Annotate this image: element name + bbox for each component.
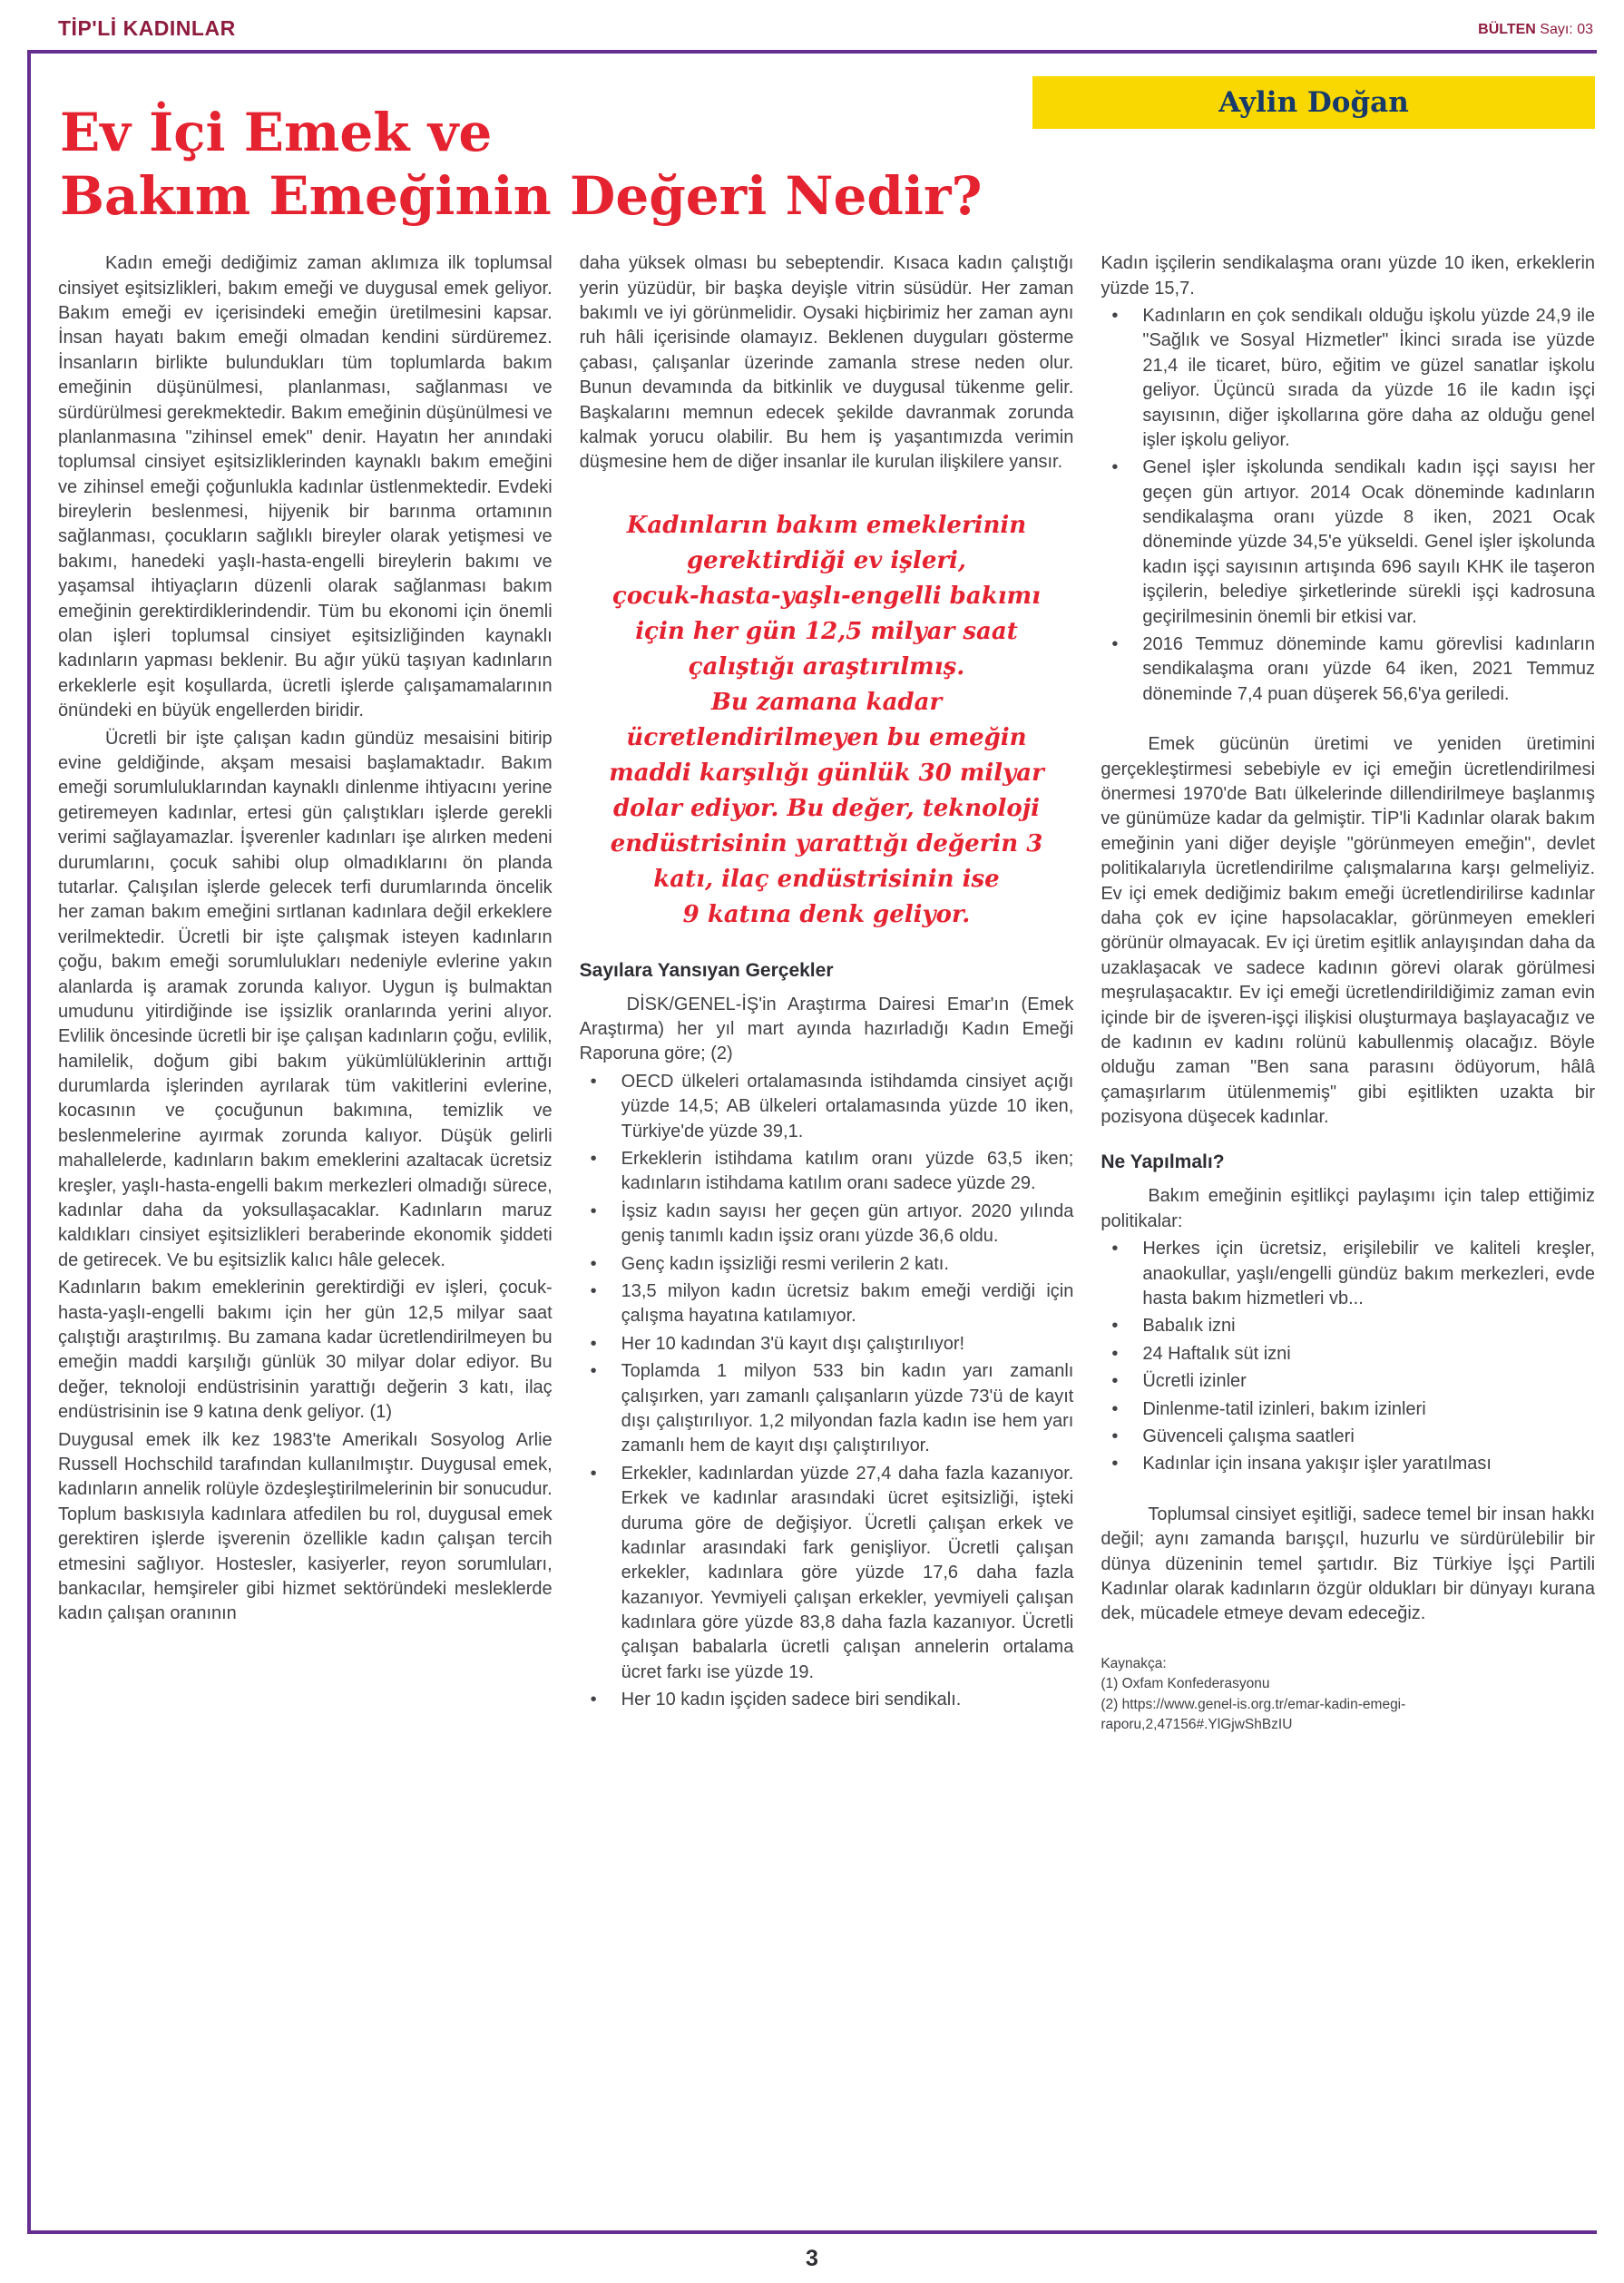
paragraph: DİSK/GENEL-İŞ'in Araştırma Dairesi Emar'ın (Emek Araştırma) her yıl mart ayında hazırladığı Kadın Emeği Raporuna göre; (2)	[579, 994, 1074, 1064]
bullet-item	[1101, 1342, 1595, 1367]
article-title	[60, 102, 1595, 228]
bullet-icon: •	[1111, 1371, 1119, 1392]
issue-info	[1478, 22, 1593, 38]
pull-quote-line: katı, ilaç endüstrisinin ise	[653, 865, 1000, 893]
bullet-icon: •	[1111, 1426, 1119, 1446]
bullet-item	[1101, 304, 1595, 453]
bullet-icon: •	[590, 1071, 597, 1092]
bullet-item	[1101, 1425, 1595, 1449]
paragraph: Kadın emeği dediğimiz zaman aklımıza ilk toplumsal cinsiyet eşitsizlikleri, bakım emeği ve duygusal emek geliyor. Bakım emeği ev içerisindeki emeğin üretilmesini kapsar. İnsan hayatı bakım emeği olmadan kendini sürdüremez. İnsanların birlikte bulundukları tüm toplumlarda bakım emeğinin düşünülmesi, planlanması, sağlanması ve sürdürülmesi gerekmektedir. Bakım emeğinin düşünülmesi ve planlanmasına "zihinsel emek" denir. Hayatın her anındaki toplumsal cinsiyet eşitsizliklerinden kaynaklı bakım emeğini ve zihinsel emeği çoğunlukla kadınlar üstlenmektedir. Evdeki bireylerin beslenmesi, hijyenik bir barınma ortamının sağlanması, çocukların sağlıklı bireyler olarak yetişmesi ve bakımı, hanedeki yaşlı-hasta-engelli bireylerin bakımı ve yaşamsal ihtiyaçların düzenli olarak sağlanması bakım emeğinin gerektirdiklerindendir. Tüm bu ekonomi için önemli olan işleri toplumsal cinsiyet eşitsizliğinden kaynaklı kadınların yapması beklenir. Bu ağır yükü taşıyan kadınların erkeklerle eşit koşullarda, ücretli işlerde çalışamamalarının önündeki en büyük engellerden biridir.	[58, 253, 553, 721]
bullet-text: Genç kadın işsizliği resmi verilerin 2 katı.	[621, 1253, 949, 1274]
bullet-icon: •	[590, 1281, 597, 1301]
bullet-icon: •	[590, 1333, 597, 1354]
bullet-item	[1101, 456, 1595, 630]
bullet-text: Toplamda 1 milyon 533 bin kadın yarı zamanlı çalışırken, yarı zamanlı çalışanların yüzde 73'ü de kayıt dışı çalıştırılıyor. 1,2 milyondan fazla kadın ise hem yarı zamanlı hem de kayıt dışı çalıştırılıyor.	[621, 1361, 1074, 1456]
bulletin-label: BÜLTEN	[1478, 22, 1536, 37]
bullet-text: İşsiz kadın sayısı her geçen gün artıyor. 2020 yılında geniş tanımlı kadın işsiz oranı yüzde 36,6 oldu.	[621, 1200, 1074, 1247]
bullet-text: Güvenceli çalışma saatleri	[1142, 1426, 1355, 1446]
pull-quote	[580, 508, 1074, 933]
bullet-item	[580, 1279, 1074, 1329]
page-number: 3	[806, 2246, 818, 2271]
pull-quote-line: endüstrisinin yarattığı değerin 3	[610, 829, 1043, 857]
bullet-text: Kadınlar için insana yakışır işler yaratılması	[1142, 1454, 1492, 1475]
bullet-text: 24 Haftalık süt izni	[1142, 1343, 1291, 1364]
paragraph: Toplumsal cinsiyet eşitliği, sadece temel bir insan hakkı değil; aynı zamanda barışçıl, huzurlu ve sürdürülebilir bir dünya düzeninin temel şartıdır. Biz Türkiye İşçi Partili Kadınlar olarak kadınların özgür oldukları bir dünyayı kurana dek, mücadele etmeye devam edeceğiz.	[1101, 1504, 1596, 1624]
issue-number: Sayı: 03	[1535, 22, 1593, 37]
bullet-item	[1101, 1452, 1595, 1476]
paragraph: Duygusal emek ilk kez 1983'te Amerikalı Sosyolog Arlie Russell Hochschild tarafından kullanılmıştır. Duygusal emek, kadınların annelik rolüyle özdeşleştirilmelerinin bir sonucudur. Toplum baskısıyla kadınlara atfedilen bu rol, duygusal emek gerektiren işlerde işverenin özellikle kadın çalışan tercih etmesini sağlıyor. Hostesler, kasiyerler, reyon sorumluları, bankacılar, hemşireler gibi hizmet sektöründeki mesleklerde kadın çalışan oranının	[58, 1429, 553, 1624]
paragraph: Kadın işçilerin sendikalaşma oranı yüzde 10 iken, erkeklerin yüzde 15,7.	[1101, 253, 1596, 299]
article-columns	[58, 251, 1595, 1735]
pull-quote-line: çocuk-hasta-yaşlı-engelli bakımı	[612, 582, 1041, 610]
bullet-item	[1101, 1369, 1595, 1394]
bullet-item	[1101, 1314, 1595, 1338]
bullet-icon: •	[590, 1149, 597, 1170]
bullet-icon: •	[1111, 457, 1119, 478]
bullet-icon: •	[590, 1463, 597, 1484]
section-heading: Sayılara Yansıyan Gerçekler	[579, 959, 834, 981]
reference-line: (2) https://www.genel-is.org.tr/emar-kadin-emegi-raporu,2,47156#.YlGjwShBzIU	[1101, 1696, 1406, 1733]
bottom-divider	[27, 2230, 1597, 2234]
column-3	[1101, 251, 1595, 1735]
paragraph: Emek gücünün üretimi ve yeniden üretimini gerçekleştirmesi sebebiyle ev içi emeğin ücretlendirilmesi önermesi 1970'de Batı ülkelerinde dillendirilmeye başlanmış ve günümüze kadar da gelmiştir. TİP'li Kadınlar olarak bakım emeğinin yani diğer deyişle "görünmeyen emeğin", devlet politikalarıyla ücretlendirilme çalışmalarına karşı gelmeliyiz. Ev içi emek dediğimiz bakım emeği ücretlendirilirse kadınlar daha çok ev içine hapsolacaklar, görünmeyen emekleri görünür olmayacak. Ev içi üretim eşitlik anlayışından daha da uzaklaşacak ve sadece kadının görevi olarak görülmesi meşrulaşacaktır. Ev içi emeği ücretlendirildiğimiz zaman evin içinde bir de işveren-işçi ilişkisi oluşturmaya başlayacağız ve de kadının ev kadını rolünü kabullenmiş olacağız. Böyle olduğu zaman "Ben sana parasını ödüyorum, hâlâ çamaşırlarım ütülenmemiş" gibi eşitlikten uzakta bir pozisyona düşecek kadınlar.	[1101, 734, 1596, 1128]
bullet-item	[1101, 1397, 1595, 1422]
reference-line: (1) Oxfam Konfederasyonu	[1101, 1676, 1270, 1692]
section-heading: Ne Yapılmalı?	[1101, 1151, 1225, 1173]
bullet-icon: •	[590, 1690, 597, 1710]
author-name: Aylin Doğan	[1218, 86, 1409, 119]
article-content	[58, 102, 1595, 2219]
bullet-icon: •	[590, 1361, 597, 1382]
top-divider	[27, 50, 1597, 54]
bullet-text: Her 10 kadın işçiden sadece biri sendikalı.	[621, 1690, 962, 1710]
title-line-2: Bakım Emeğinin Değeri Nedir?	[60, 164, 983, 227]
paragraph: daha yüksek olması bu sebeptendir. Kısaca kadın çalıştığı yerin yüzüdür, bir başka deyişle vitrin süsüdür. Her zaman bakımlı ve iyi görünmelidir. Oysaki hiçbirimiz her zaman aynı ruh hâli içerisinde olamayız. Beklenen duyguları gösterme çabası, çalışanlar üzerinde zamanla strese neden olur. Bunun devamında da bitkinlik ve duygusal tükenme gelir. Başkalarını memnun edecek şekilde davranmak zorunda kalmak yorucu olabilir. Bu hem iş yaşantımızda verimin düşmesine hem de diğer insanlar ile kurulan ilişkilere yansır.	[579, 253, 1074, 473]
bullet-icon: •	[590, 1253, 597, 1274]
bullet-item	[580, 1332, 1074, 1357]
pull-quote-line: için her gün 12,5 milyar saat	[635, 617, 1018, 645]
bullet-item	[580, 1252, 1074, 1277]
bullet-text: 2016 Temmuz döneminde kamu görevlisi kadınların sendikalaşma oranı yüzde 64 iken, 2021 Temmuz döneminde 7,4 puan düşerek 56,6'ya geriledi.	[1142, 634, 1596, 704]
bullet-item	[1101, 1237, 1595, 1311]
paragraph: Bakım emeğinin eşitlikçi paylaşımı için talep ettiğimiz politikalar:	[1101, 1186, 1596, 1231]
left-border	[27, 50, 31, 2234]
paragraph: Kadınların bakım emeklerinin gerektirdiği ev işleri, çocuk-hasta-yaşlı-engelli bakımı için her gün 12,5 milyar saat çalıştığı araştırılmış. Bu zamana kadar ücretlendirilmeyen bu emeğin maddi karşılığı günlük 30 milyar dolar ediyor. Bu değer, teknoloji endüstrisinin yarattığı değerin 3 katı, ilaç endüstrisinin ise 9 katına denk geliyor. (1)	[58, 1278, 553, 1423]
bullet-icon: •	[1111, 1239, 1119, 1259]
bullet-text: Her 10 kadından 3'ü kayıt dışı çalıştırılıyor!	[621, 1333, 965, 1354]
bullet-icon: •	[1111, 1398, 1119, 1419]
bullet-icon: •	[1111, 1316, 1119, 1337]
bullet-icon: •	[590, 1200, 597, 1221]
column-1	[58, 251, 553, 1629]
references	[1101, 1654, 1595, 1736]
bullet-text: OECD ülkeleri ortalamasında istihdamda cinsiyet açığı yüzde 14,5; AB ülkeleri ortalamasında yüzde 10 iken, Türkiye'de yüzde 39,1.	[621, 1071, 1074, 1142]
pull-quote-line: Kadınların bakım emeklerinin	[626, 511, 1027, 539]
bullet-text: Herkes için ücretsiz, erişilebilir ve kaliteli kreşler, anaokullar, yaşlı/engelli gündüz bakım merkezleri, evde hasta bakım hizmetleri vb...	[1142, 1239, 1596, 1309]
bullet-text: Kadınların en çok sendikalı olduğu işkolu yüzde 24,9 ile "Sağlık ve Sosyal Hizmetler" İkinci sırada ise yüzde 21,4 ile ticaret, büro, eğitim ve güzel sanatlar işkolu geliyor. Üçüncü sırada da yüzde 16 ile kadın işçi sayısının, diğer işkollarına göre daha az olduğu genel işler işkolu geliyor.	[1142, 305, 1596, 450]
pull-quote-line: maddi karşılığı günlük 30 milyar	[609, 759, 1044, 787]
bullet-text: 13,5 milyon kadın ücretsiz bakım emeği verdiği için çalışma hayatına katılamıyor.	[621, 1281, 1074, 1327]
bullet-item	[580, 1070, 1074, 1144]
bullet-item	[580, 1359, 1074, 1459]
bullet-text: Ücretli izinler	[1142, 1371, 1247, 1392]
bullet-item	[580, 1147, 1074, 1197]
bullet-item	[580, 1200, 1074, 1249]
title-line-1: Ev İçi Emek ve	[60, 102, 493, 163]
bullet-text: Erkekler, kadınlardan yüzde 27,4 daha fazla kazanıyor. Erkek ve kadınlar arasındaki ücret eşitsizliği, işteki duruma göre de değişiyor. Ücretli çalışan erkek ve kadınlar arasındaki fark genişliyor. Ücretli çalışan erkekler, kadınlara göre yüzde 17,6 daha fazla kazanıyor. Yevmiyeli çalışan erkekler, yevmiyeli çalışan kadınlara göre yüzde 83,8 daha fazla kazanıyor. Ücretli çalışan babalarla ücretli çalışan annelerin ortalama ücret farkı ise yüzde 19.	[621, 1463, 1074, 1682]
column-2	[580, 251, 1074, 1715]
bullet-item	[580, 1462, 1074, 1686]
bullet-text: Genel işler işkolunda sendikalı kadın işçi sayısı her geçen gün artıyor. 2014 Ocak döneminde kadınların sendikalaşma oranı yüzde 8 iken, 2021 Ocak döneminde yüzde 34,5'e yükseldi. Genel işler işkolunda kadın işçi sayısının artışında 696 sayılı KHK ile taşeron işçilerin, belediye şirketlerinde sürekli işçi kadrosuna geçirilmesinin önemli bir etkisi var.	[1142, 457, 1596, 627]
pull-quote-line: dolar ediyor. Bu değer, teknoloji	[612, 794, 1041, 822]
pull-quote-line: 9 katına denk geliyor.	[682, 900, 971, 928]
masthead-title: TİP'Lİ KADINLAR	[58, 16, 236, 40]
pull-quote-line: çalıştığı araştırılmış.	[688, 652, 965, 681]
bullet-text: Erkeklerin istihdama katılım oranı yüzde 63,5 iken; kadınların istihdama katılım oranı sadece yüzde 29.	[621, 1149, 1074, 1194]
bullet-icon: •	[1111, 634, 1119, 655]
paragraph: Ücretli bir işte çalışan kadın gündüz mesaisini bitirip evine geldiğinde, akşam mesaisi başlamaktadır. Bakım emeği sorumluluklarından kaynaklı dinlenme ihtiyacını yerine getiremeyen kadınlar, ertesi gün çalıştıkları işlerde gerekli verimi sağlayamazlar. İşverenler kadınları işe alırken medeni durumlarını, çocuk sahibi olup olmadıklarını ön planda tutarlar. Çalışılan işlerde gelecek terfi durumlarında öncelik her zaman bakım emeğini sırtlanan kadınlara değil erkeklere verilmektedir. Ücretli bir işte çalışmak isteyen kadınların çoğu, bakım emeği sorumlulukları nedeniyle evlerine yakın alanlarda iş aramak zorunda kalıyor. Uygun iş bulmaktan umudunu yitirdiğinde ise işsizlik oranlarında yerini alıyor. Evlilik öncesinde ücretli bir işe çalışan kadınların çoğu, evlilik, hamilelik, doğum gibi bakım yükümlülüklerinin arttığı durumlarda işlerinden ayrılarak tüm vakitlerini evlerine, kocasının ve çocuğunun bakımına, temizlik ve beslenmelerine ayırmak zorunda kalıyor. Düşük gelirli mahallelerde, kadınların bakım emeklerini azaltacak ücretsiz kreşler, yaşlı-hasta-engelli bakım merkezleri olmadığı sürece, kadınlar daha da yoksullaşacaklar. Kadınların maruz kaldıkları cinsiyet eşitsizlikleri beraberinde ekonomik şiddeti de getirecek. Ve bu eşitsizlik kalıcı hâle gelecek.	[58, 728, 553, 1270]
bullet-text: Babalık izni	[1142, 1316, 1236, 1337]
bullet-item	[580, 1688, 1074, 1712]
bullet-icon: •	[1111, 1343, 1119, 1364]
reference-line: Kaynakça:	[1101, 1655, 1167, 1671]
bullet-icon: •	[1111, 305, 1119, 326]
pull-quote-line: gerektirdiği ev işleri,	[687, 546, 966, 574]
bullet-text: Dinlenme-tatil izinleri, bakım izinleri	[1142, 1398, 1426, 1419]
bullet-icon: •	[1111, 1454, 1119, 1475]
bullet-item	[1101, 632, 1595, 707]
pull-quote-line: Bu zamana kadar	[710, 688, 943, 716]
pull-quote-line: ücretlendirilmeyen bu emeğin	[626, 723, 1027, 751]
